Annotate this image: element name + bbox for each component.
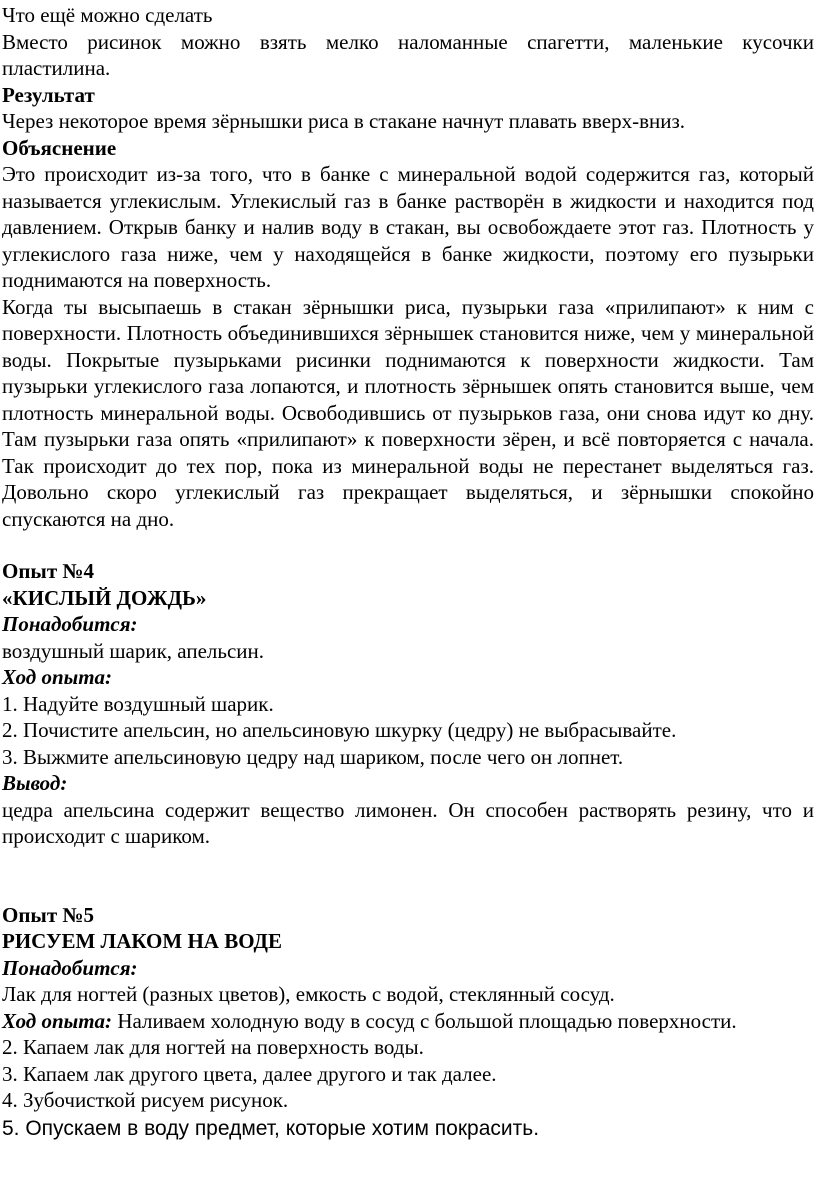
experiment5-needed-text: Лак для ногтей (разных цветов), емкость с водой, стеклянный сосуд. [2,982,615,1006]
spacer [2,850,814,902]
experiment5-procedure [2,1008,814,1035]
explanation-heading: Объяснение [2,135,117,160]
experiment4-title: «КИСЛЫЙ ДОЖДЬ» [2,585,207,610]
spacer [2,532,814,558]
experiment5-step: 3. Капаем лак другого цвета, далее другого и так далее. [2,1061,497,1086]
explanation-paragraph-2: Когда ты высыпаешь в стакан зёрнышки риса, пузырьки газа «прилипают» к ним с поверхности. Плотность объединившихся зёрнышек становится ниже, чем у минеральной воды. Покрытые пузырьками рисинки поднимаются к поверхности жидкости. Там пузырьки углекислого газа лопаются, и плотность зёрнышек опять становится выше, чем плотность минеральной воды. Освободившись от пузырьков газа, они снова идут ко дну. Там пузырьки газа опять «прилипают» к поверхности зёрен, и всё повторяется с начала. Так происходит до тех пор, пока из минеральной воды не перестанет выделяться газ. Довольно скоро углекислый газ прекращает выделяться, и зёрнышки спокойно спускаются на дно. [2,294,814,531]
experiment4-number: Опыт №4 [2,559,94,583]
result-heading: Результат [2,82,95,107]
experiment4-step: 3. Выжмите апельсиновую цедру над шариком, после чего он лопнет. [2,744,624,769]
experiment5-title: РИСУЕМ ЛАКОМ НА ВОДЕ [2,929,282,953]
intro-text: Вместо рисинок можно взять мелко наломанные спагетти, маленькие кусочки пластилина. [2,29,814,80]
experiment5-needed-label: Понадобится: [2,955,138,980]
experiment5-procedure-text: Наливаем холодную воду в сосуд с большой площадью поверхности. [117,1008,737,1033]
experiment4-step: 2. Почистите апельсин, но апельсиновую шкурку (цедру) не выбрасывайте. [2,718,677,742]
experiment4-needed-label: Понадобится: [2,612,138,636]
experiment4-step: 1. Надуйте воздушный шарик. [2,691,274,716]
experiment5-step: 2. Капаем лак для ногтей на поверхность воды. [2,1035,424,1059]
experiment4-conclusion-text: цедра апельсина содержит вещество лимонен. Он способен растворять резину, что и происходит с шариком. [2,797,814,848]
experiment4-conclusion-label: Вывод: [2,771,68,795]
intro-heading: Что ещё можно сделать [2,3,213,27]
explanation-paragraph-1: Это происходит из-за того, что в банке с минеральной водой содержится газ, который называется углекислым. Углекислый газ в банке растворён в жидкости и находится под давлением. Открыв банку и налив воду в стакан, вы освобождаете этот газ. Плотность у углекислого газа ниже, чем у находящейся в банке жидкости, поэтому его пузырьки поднимаются на поверхность. [2,162,814,292]
experiment4-needed-text: воздушный шарик, апельсин. [2,638,265,663]
experiment5-last-step: 5. Опускаем в воду предмет, которые хотим покрасить. [2,1116,540,1140]
experiment5-procedure-label: Ход опыта: [2,1008,113,1033]
result-text: Через некоторое время зёрнышки риса в стакане начнут плавать вверх-вниз. [2,109,686,133]
experiment5-number: Опыт №5 [2,902,94,927]
experiment4-procedure-label: Ход опыта: [2,665,113,689]
experiment5-step: 4. Зубочисткой рисуем рисунок. [2,1088,289,1112]
